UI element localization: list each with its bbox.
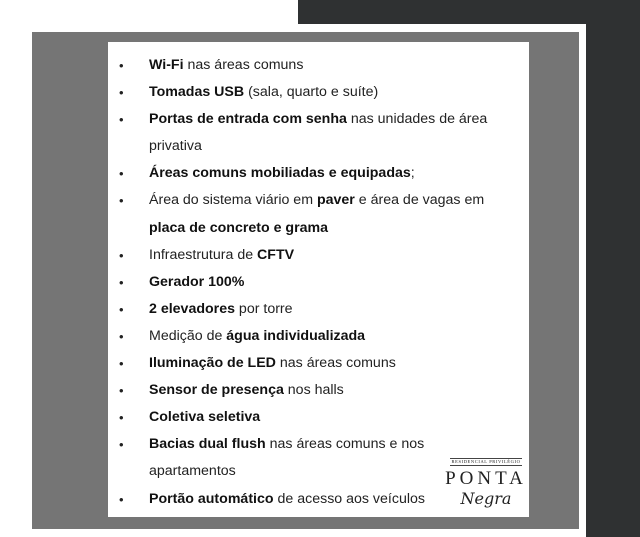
- feature-item: [116, 106, 516, 160]
- feature-text: Wi-Fi: [149, 57, 184, 73]
- feature-text: CFTV: [257, 246, 295, 263]
- feature-text: Bacias dual flush: [149, 436, 266, 453]
- feature-text: Iluminação de LED: [149, 355, 276, 372]
- bullet-icon: •: [119, 85, 124, 101]
- feature-item: [116, 350, 516, 377]
- feature-text: Portas de entrada com senha: [149, 111, 347, 128]
- feature-text: de acesso aos veículos: [273, 490, 425, 507]
- feature-text: Medição de: [149, 327, 227, 344]
- feature-text: Gerador 100%: [149, 273, 245, 290]
- feature-text: Sensor de presença: [149, 382, 284, 399]
- bullet-icon: •: [119, 437, 124, 453]
- bullet-icon: •: [119, 112, 124, 128]
- bullet-icon: •: [119, 356, 124, 372]
- feature-text: privativa: [149, 138, 202, 155]
- feature-continuation: [149, 133, 516, 160]
- feature-text: por torre: [234, 300, 293, 317]
- bullet-icon: •: [119, 491, 124, 507]
- bullet-icon: •: [119, 247, 124, 263]
- feature-text: Portão automático: [149, 490, 274, 507]
- logo-script: Negra: [460, 489, 512, 508]
- bullet-icon: •: [119, 328, 124, 344]
- feature-item: [116, 269, 516, 296]
- feature-text: Infraestrutura de: [149, 246, 258, 263]
- ponta-negra-logo: [445, 450, 527, 508]
- feature-text: 2 elevadores: [149, 300, 235, 317]
- feature-item: [116, 242, 516, 269]
- feature-text: Área do sistema viário em: [149, 192, 317, 209]
- feature-item: [116, 79, 516, 106]
- feature-text: nos halls: [283, 382, 344, 399]
- feature-text: nas áreas comuns: [275, 355, 396, 372]
- bullet-icon: •: [119, 193, 124, 209]
- feature-text: Coletiva seletiva: [149, 409, 261, 426]
- bullet-icon: •: [119, 383, 124, 399]
- feature-continuation: [149, 215, 516, 242]
- feature-item: [116, 52, 516, 79]
- feature-item: [116, 377, 516, 404]
- bullet-icon: •: [119, 301, 124, 317]
- feature-text: Tomadas USB: [149, 84, 245, 101]
- feature-text: paver: [316, 192, 355, 209]
- feature-item: [116, 160, 516, 187]
- bullet-icon: •: [119, 410, 124, 426]
- feature-item: [116, 296, 516, 323]
- features-card: [108, 42, 529, 517]
- feature-text: apartamentos: [149, 463, 236, 480]
- feature-text: nas áreas comuns e nos: [265, 436, 425, 453]
- feature-text: e área de vagas em: [354, 192, 485, 209]
- feature-text: nas unidades de área: [346, 111, 488, 128]
- logo-tagline: RESIDENCIAL PRIVILÉGIO: [451, 459, 521, 464]
- feature-item: [116, 323, 516, 350]
- feature-item: [116, 187, 516, 241]
- feature-item: [116, 404, 516, 431]
- logo-name: PONTA: [445, 468, 527, 489]
- feature-text: (sala, quarto e suíte): [244, 84, 379, 101]
- bullet-icon: •: [119, 166, 124, 182]
- feature-text: nas áreas comuns: [183, 57, 304, 73]
- feature-text: água individualizada: [226, 327, 366, 344]
- bullet-icon: •: [119, 58, 124, 73]
- feature-text: Áreas comuns mobiliadas e equipadas: [149, 165, 411, 182]
- feature-text: placa de concreto e grama: [149, 219, 328, 236]
- bullet-icon: •: [119, 274, 124, 290]
- feature-text: ;: [410, 165, 415, 182]
- features-list: [116, 52, 516, 513]
